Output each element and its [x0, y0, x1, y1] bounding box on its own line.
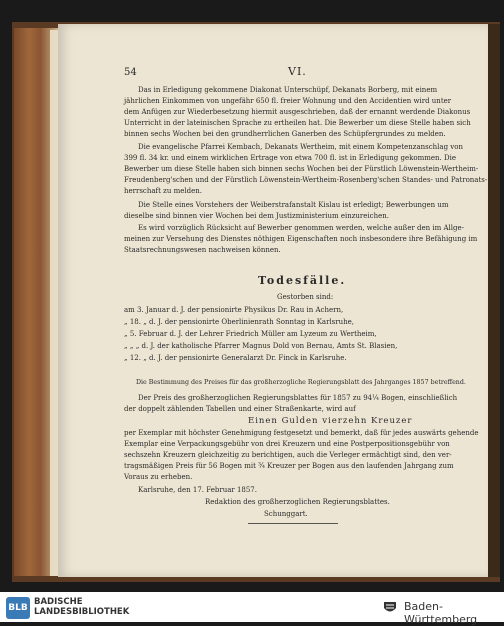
notice-line: tragsmäßigen Preis für 56 Bogen mit ¾ Kreuzer per Bogen aus den laufenden Jahrgang zum [124, 462, 454, 470]
closing-rule [248, 523, 338, 524]
death-entry: „ „ „ d. J. der katholische Pfarrer Magnus Dold von Bernau, Amts St. Blasien, [124, 342, 398, 350]
paragraph-line: Freudenberg'schen und der Fürstlich Löwenstein-Wertheim-Rosenberg'schen Standes- und Patronats- [124, 176, 488, 184]
paragraph-line: Bewerber um diese Stelle haben sich binnen sechs Wochen bei der Fürstlich Löwenstein-Wertheim- [124, 165, 479, 173]
signature-name: Schunggart. [264, 510, 308, 518]
library-name-line1: BADISCHE [34, 597, 83, 607]
notice-price: Einen Gulden vierzehn Kreuzer [248, 416, 413, 426]
death-entry: „ 12. „ d. J. der pensionirte Generalarzt Dr. Finck in Karlsruhe. [124, 354, 347, 362]
paragraph-line: Unterricht in der lateinischen Sprache zu ertheilen hat. Die Bewerber um diese Stelle haben sich [124, 119, 471, 127]
page-number: 54 [124, 67, 137, 78]
paragraph-line: Staatsrechnungswesen nachweisen können. [124, 246, 281, 254]
paragraph-line: jährlichen Einkommen von ungefähr 650 fl. freier Wohnung und den Accidentien wird unter [124, 97, 452, 105]
notice-line: der doppelt zählenden Tabellen und einer Straßenkarte, wird auf [124, 405, 356, 413]
deaths-subtitle: Gestorben sind: [277, 293, 334, 301]
paragraph-line: herrschaft zu melden. [124, 187, 202, 195]
paragraph-line: Die Stelle eines Vorstehers der Weiberstrafanstalt Kislau ist erledigt; Bewerbungen um [138, 201, 449, 209]
paragraph-line: dieselbe sind binnen vier Wochen bei dem Justizministerium einzureichen. [124, 212, 389, 220]
death-entry: „ 18. „ d. J. der pensionirte Oberlinienrath Sonntag in Karlsruhe, [124, 318, 355, 326]
death-entry: „ 5. Februar d. J. der Lehrer Friedrich Müller am Lyzeum zu Wertheim, [124, 330, 377, 338]
notice-heading: Die Bestimmung des Preises für das großherzogliche Regierungsblatt des Jahrganges 1857 betreffend. [136, 379, 466, 386]
blb-logo: BLB [6, 597, 30, 619]
section-title: VI. [288, 65, 307, 78]
notice-line: Voraus zu erheben. [124, 473, 193, 481]
signature-editor: Redaktion des großherzoglichen Regierungsblattes. [205, 498, 390, 506]
notice-line: sechszehn Kreuzern gleichzeitig zu berichtigen, auch die Verleger ermächtigt sind, den ver- [124, 451, 452, 459]
notice-line: Der Preis des großherzoglichen Regierungsblattes für 1857 zu 94¼ Bogen, einschließlich [138, 394, 458, 402]
death-entry: am 3. Januar d. J. der pensionirte Physikus Dr. Rau in Achern, [124, 306, 344, 314]
paragraph-line: Das in Erledigung gekommene Diakonat Unterschüpf, Dekanats Borberg, mit einem [138, 86, 438, 94]
paragraph-line: Es wird vorzüglich Rücksicht auf Bewerber genommen werden, welche außer den im Allge- [138, 224, 465, 232]
paragraph-line: Die evangelische Pfarrei Kembach, Dekanats Wertheim, mit einem Kompetenzanschlag von [138, 143, 463, 151]
notice-line: Exemplar eine Verpackungsgebühr von drei Kreuzern und eine Postperpositionsgebühr von [124, 440, 450, 448]
place-date: Karlsruhe, den 17. Februar 1857. [138, 486, 257, 494]
deaths-title: Todesfälle. [258, 274, 347, 287]
state-name: Baden-Württemberg [404, 600, 478, 626]
library-name [34, 597, 129, 617]
paragraph-line: 399 fl. 34 kr. und einem wirklichen Ertrage von etwa 700 fl. ist in Erledigung gekommen. Die [124, 154, 456, 162]
state-coat-of-arms-icon [382, 599, 398, 616]
paragraph-line: meinen zur Versehung des Dienstes nöthigen Eigenschaften noch insbesondere ihre Befähigung im [124, 235, 478, 243]
library-name-line2: LANDESBIBLIOTHEK [34, 607, 130, 617]
paragraph-line: binnen sechs Wochen bei den grundherrlichen Ganerben des Schüpfergrundes zu melden. [124, 130, 446, 138]
paragraph-line: dem Anfügen zur Wiederbesetzung hiermit ausgeschrieben, daß der ernannt werdende Diakonus [124, 108, 471, 116]
page-edge [50, 30, 58, 576]
book-right-edge [488, 24, 500, 577]
notice-line: per Exemplar mit höchster Genehmigung festgesetzt und bemerkt, daß für jedes auswärts gehende [124, 429, 479, 437]
